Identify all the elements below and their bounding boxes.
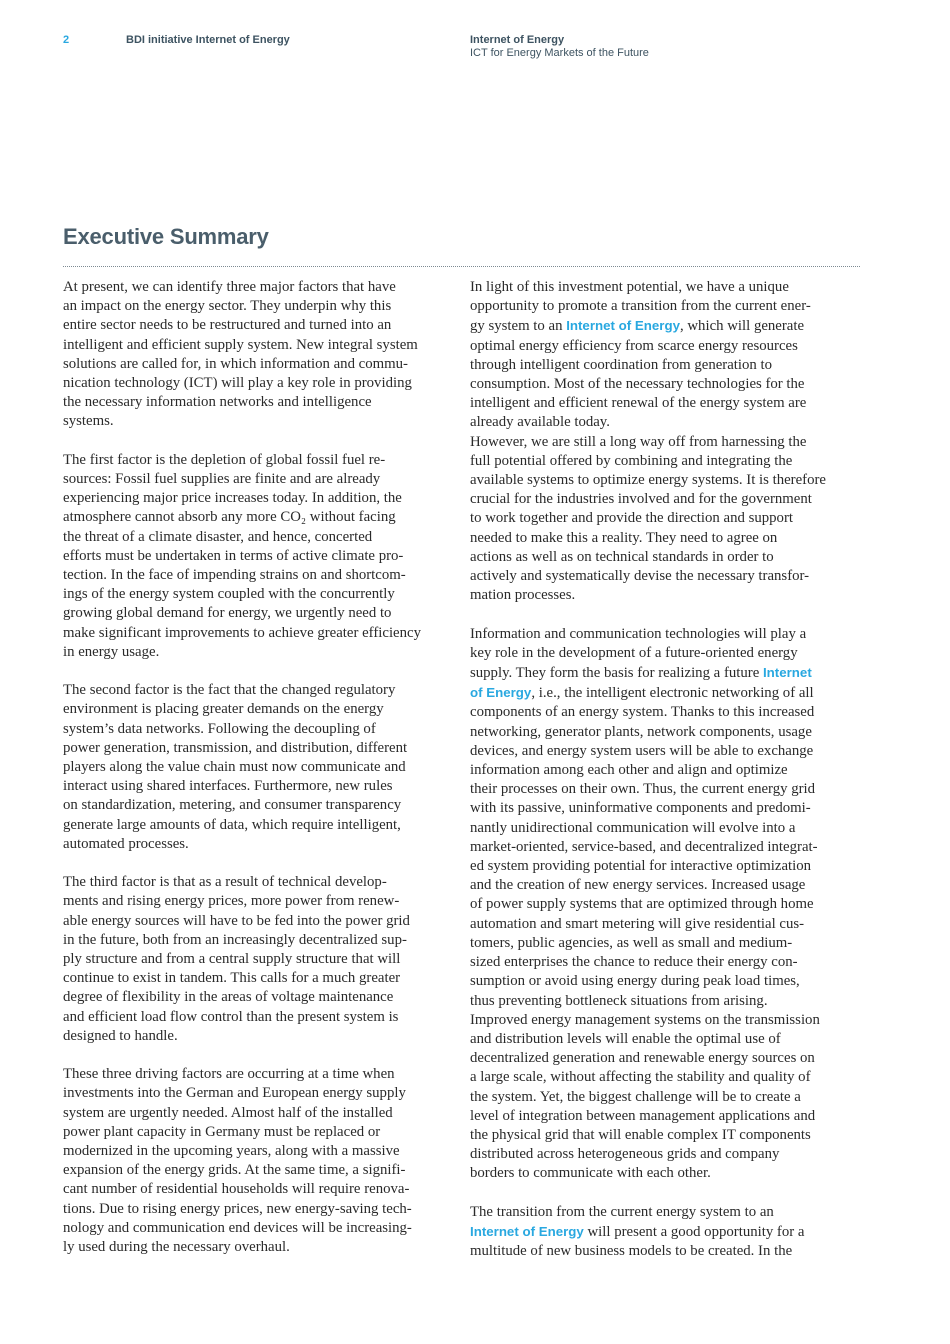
text-line: tection. In the face of impending strains on and shortcom- (63, 567, 406, 584)
text-line: actively and systematically devise the necessary transfor- (470, 568, 810, 585)
text-line: expansion of the energy grids. At the same time, a signifi- (63, 1162, 406, 1179)
text-line: multitude of new business models to be created. In the (470, 1243, 793, 1260)
text-line: However, we are still a long way off from harnessing the (470, 433, 807, 450)
text-run: , which will generate (679, 318, 805, 335)
text-line: systems. (63, 413, 114, 430)
text-line: thus preventing bottleneck situations from arising. (470, 992, 768, 1009)
text-line: growing global demand for energy, we urgently need to (63, 605, 392, 622)
text-line: optimal energy efficiency from scarce energy resources (470, 337, 798, 354)
text-line: ings of the energy system coupled with the concurrently (63, 586, 395, 603)
highlight-term: Internet (762, 665, 812, 681)
publication-name: BDI initiative Internet of Energy (126, 34, 290, 46)
text-line: an impact on the energy sector. They underpin why this (63, 298, 392, 315)
text-line: mation processes. (470, 587, 576, 604)
text-line: with its passive, uninformative components and predomi- (470, 800, 811, 817)
text-line: intelligent and efficient supply system. New integral system (63, 336, 418, 353)
text-line: on standardization, metering, and consumer transparency (63, 797, 402, 814)
text-line: able energy sources will have to be fed into the power grid (63, 912, 410, 929)
text-line: opportunity to promote a transition from the current ener- (470, 298, 811, 315)
text-run: supply. They form the basis for realizing a future (470, 665, 763, 682)
text-line: modernized in the upcoming years, along with a massive (63, 1143, 400, 1160)
text-run: gy system to an (470, 318, 567, 335)
title-line-1: Internet of Energy (470, 34, 565, 46)
text-line: to work together and provide the direction and support (470, 510, 793, 527)
paragraph (63, 278, 455, 432)
text-line: Information and communication technologies will play a (470, 625, 807, 642)
text-line: The second factor is the fact that the changed regulatory (63, 682, 396, 699)
text-line: information among each other and align and optimize (470, 762, 788, 779)
text-line: The first factor is the depletion of global fossil fuel re- (63, 451, 386, 468)
page-number: 2 (63, 34, 70, 46)
text-line: automation and smart metering will give residential cus- (470, 915, 805, 932)
text-line: These three driving factors are occurring at a time when (63, 1066, 395, 1083)
text-line: At present, we can identify three major factors that have (63, 279, 396, 295)
text-line: designed to handle. (63, 1027, 178, 1044)
paragraph (470, 1203, 862, 1262)
text-line: ply structure and from a central supply structure that will (63, 951, 401, 968)
text-line: In light of this investment potential, we have a unique (470, 279, 789, 295)
text-line: players along the value chain must now communicate and (63, 759, 406, 776)
text-line: market-oriented, service-based, and decentralized integrat- (470, 838, 818, 855)
text-line: decentralized generation and renewable energy sources on (470, 1050, 815, 1067)
highlight-term: Internet of Energy (566, 318, 680, 334)
text-line: components of an energy system. Thanks to this increased (470, 704, 815, 721)
text-line: already available today. (470, 414, 610, 431)
text-line: of power supply systems that are optimized through home (470, 896, 814, 913)
text-line (470, 316, 862, 336)
text-line: devices, and energy system users will be able to exchange (470, 742, 814, 759)
right-column (470, 278, 862, 1281)
text-line: their processes on their own. Thus, the current energy grid (470, 781, 816, 798)
text-line: sized enterprises the chance to reduce their energy con- (470, 954, 798, 971)
dotted-divider (63, 266, 860, 267)
text-line: atmosphere cannot absorb any more CO₂ without facing (63, 509, 396, 526)
text-line: solutions are called for, in which information and commu- (63, 355, 408, 372)
text-line (470, 1222, 862, 1242)
text-line (470, 663, 862, 683)
text-run: will present a good opportunity for a (583, 1223, 805, 1240)
text-line: sources: Fossil fuel supplies are finite and are already (63, 471, 381, 488)
text-line: key role in the development of a future-oriented energy (470, 644, 798, 661)
text-line: full potential offered by combining and integrating the (470, 452, 793, 469)
text-line: borders to communicate with each other. (470, 1165, 711, 1182)
text-line: sumption or avoid using energy during peak load times, (470, 973, 800, 990)
text-line: ly used during the necessary overhaul. (63, 1239, 290, 1256)
paragraph (63, 1065, 455, 1257)
text-line: intelligent and efficient renewal of the energy system are (470, 395, 807, 412)
text-line: and distribution levels will enable the optimal use of (470, 1030, 781, 1047)
text-line: the physical grid that will enable complex IT components (470, 1126, 811, 1143)
text-line: available systems to optimize energy systems. It is therefore (470, 472, 826, 489)
text-line: nication technology (ICT) will play a key role in providing (63, 375, 412, 392)
text-line: through intelligent coordination from generation to (470, 356, 773, 373)
text-line: in the future, both from an increasingly decentralized sup- (63, 931, 407, 948)
text-line: the threat of a climate disaster, and hence, concerted (63, 528, 373, 545)
text-run: , i.e., the intelligent electronic networking of all (531, 685, 814, 702)
text-line: a large scale, without affecting the stability and quality of (470, 1069, 811, 1086)
text-line: The transition from the current energy system to an (470, 1203, 774, 1220)
text-line: nantly unidirectional communication will evolve into a (470, 819, 796, 836)
text-line: interact using shared interfaces. Furthermore, new rules (63, 778, 393, 795)
left-column (63, 278, 455, 1276)
text-line: networking, generator plants, network components, usage (470, 723, 812, 740)
paragraph (470, 625, 862, 1184)
text-line: generate large amounts of data, which require intelligent, (63, 816, 401, 833)
text-line: system are urgently needed. Almost half of the installed (63, 1104, 393, 1121)
text-line: The third factor is that as a result of technical develop- (63, 874, 387, 891)
text-line: automated processes. (63, 835, 189, 852)
text-line: power plant capacity in Germany must be replaced or (63, 1123, 381, 1140)
text-line: in energy usage. (63, 643, 160, 660)
text-line: distributed across heterogeneous grids and company (470, 1146, 780, 1163)
text-line: make significant improvements to achieve greater efficiency (63, 624, 421, 641)
text-line: and the creation of new energy services. Increased usage (470, 877, 806, 894)
text-line: nology and communication end devices will be increasing- (63, 1219, 412, 1236)
text-line: crucial for the industries involved and for the government (470, 491, 812, 508)
paragraph (470, 433, 862, 606)
paragraph (470, 278, 862, 433)
text-line: degree of flexibility in the areas of voltage maintenance (63, 989, 394, 1006)
text-line: the system. Yet, the biggest challenge will be to create a (470, 1088, 801, 1105)
text-line: system’s data networks. Following the decoupling of (63, 720, 376, 737)
paragraph (63, 873, 455, 1046)
text-line: ed system providing potential for interactive optimization (470, 858, 812, 875)
text-line: environment is placing greater demands on the energy (63, 701, 384, 718)
text-line: entire sector needs to be restructured and turned into an (63, 317, 392, 334)
text-line: and efficient load flow control than the present system is (63, 1008, 399, 1025)
text-line: experiencing major price increases today. In addition, the (63, 490, 402, 507)
text-line (470, 683, 862, 703)
section-heading: Executive Summary (63, 224, 269, 249)
text-line: cant number of residential households will require renova- (63, 1181, 410, 1198)
text-line: tomers, public agencies, as well as small and medium- (470, 934, 793, 951)
text-line: Improved energy management systems on the transmission (470, 1011, 820, 1028)
text-line: investments into the German and European energy supply (63, 1085, 406, 1102)
paragraph (63, 451, 455, 662)
text-line: ments and rising energy prices, more power from renew- (63, 893, 400, 910)
document-title (470, 34, 890, 60)
paragraph (63, 681, 455, 854)
text-line: the necessary information networks and intelligence (63, 394, 372, 411)
highlight-term: Internet of Energy (470, 1223, 584, 1239)
text-line: needed to make this a reality. They need to agree on (470, 529, 778, 546)
text-line: actions as well as on technical standards in order to (470, 548, 774, 565)
text-line: tions. Due to rising energy prices, new energy-saving tech- (63, 1200, 412, 1217)
text-line: level of integration between management applications and (470, 1107, 816, 1124)
text-line: efforts must be undertaken in terms of active climate pro- (63, 547, 404, 564)
highlight-term: of Energy (470, 685, 532, 701)
title-line-2: ICT for Energy Markets of the Future (470, 47, 649, 59)
text-line: continue to exist in tandem. This calls for a much greater (63, 970, 401, 987)
text-line: power generation, transmission, and distribution, different (63, 739, 408, 756)
text-line: consumption. Most of the necessary technologies for the (470, 376, 805, 393)
